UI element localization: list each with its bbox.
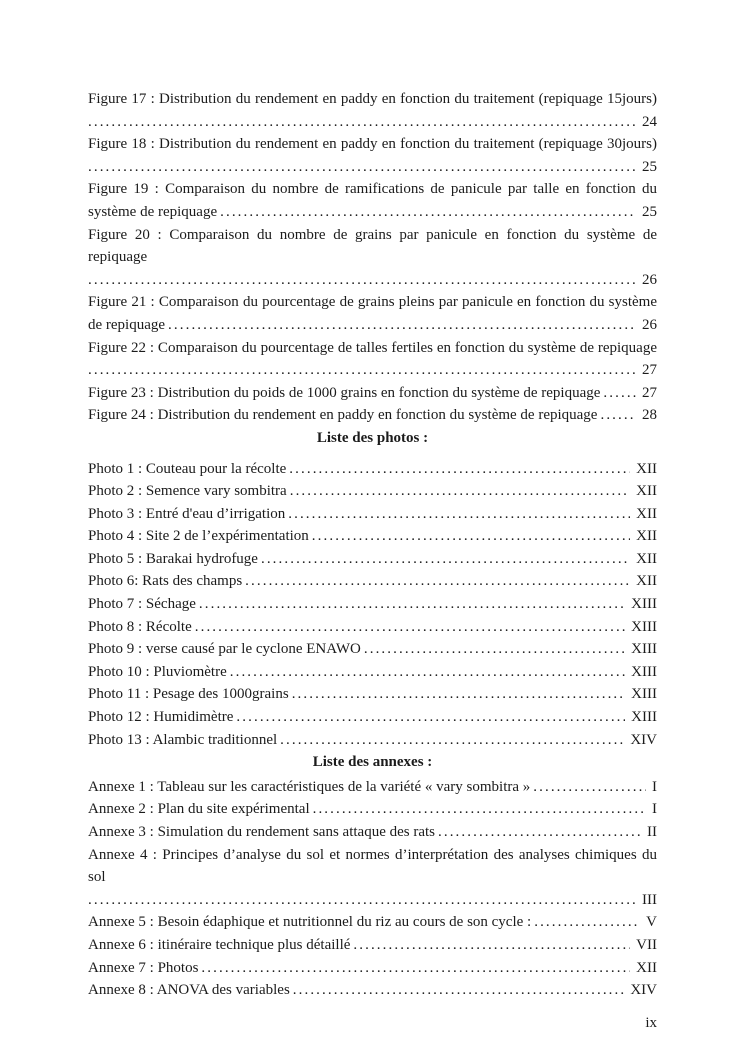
leader-dots	[361, 638, 657, 661]
toc-entry-text: Photo 7 : Séchage	[88, 596, 196, 613]
annexes-list	[88, 751, 657, 1002]
page-number: XIII	[625, 616, 657, 639]
toc-entry-text: Annexe 4 : Principes d’analyse du sol et normes d’interprétation des analyses chimiques du sol	[88, 846, 657, 886]
toc-entry-text: Photo 13 : Alambic traditionnel	[88, 731, 278, 748]
toc-entry-text: Annexe 6 : itinéraire technique plus détaillé	[88, 936, 351, 953]
leader-dots	[286, 458, 657, 481]
annexes-entries	[88, 776, 657, 1002]
leader-dots	[350, 934, 657, 957]
page-number: XIV	[624, 729, 657, 752]
annexes-list-heading: Liste des annexes :	[312, 754, 433, 771]
toc-entry-text: Figure 23 : Distribution du poids de 1000 grains en fonction du système de repiquage	[88, 384, 601, 401]
page-number: XII	[630, 480, 657, 503]
page-number: 26	[642, 271, 657, 288]
leader-dots	[242, 570, 657, 593]
toc-entry	[88, 979, 657, 1002]
toc-entry	[88, 616, 657, 639]
toc-entry-text: Photo 8 : Récolte	[88, 618, 192, 635]
toc-entry	[88, 821, 657, 844]
leader-dots	[88, 269, 636, 292]
toc-entry	[88, 570, 657, 593]
leader-dots	[530, 776, 657, 799]
toc-entry	[88, 706, 657, 729]
toc-entry-text: Annexe 1 : Tableau sur les caractéristiques de la variété « vary sombitra »	[88, 778, 531, 795]
toc-entry-text: Annexe 7 : Photos	[88, 959, 199, 976]
page-number: XIII	[625, 638, 657, 661]
toc-entry-text: Annexe 2 : Plan du site expérimental	[88, 801, 310, 818]
toc-entry-text: Photo 2 : Semence vary sombitra	[88, 483, 287, 500]
page-number: XII	[630, 503, 657, 526]
page-number: 26	[636, 314, 657, 337]
photos-entries	[88, 458, 657, 752]
toc-entry	[88, 480, 657, 503]
toc-entry-text: Photo 4 : Site 2 de l’expérimentation	[88, 528, 309, 545]
toc-entry-text: Figure 20 : Comparaison du nombre de grains par panicule en fonction du système de repiquage	[88, 226, 657, 266]
page-number: XII	[630, 525, 657, 548]
toc-entry	[88, 337, 657, 382]
toc-entry	[88, 548, 657, 571]
page-number: XII	[630, 570, 657, 593]
photos-list-heading: Liste des photos :	[316, 429, 429, 446]
toc-entry-text: Photo 5 : Barakai hydrofuge	[88, 550, 258, 567]
leader-dots	[198, 957, 657, 980]
toc-entry	[88, 661, 657, 684]
page-number: 27	[642, 362, 657, 379]
toc-entry	[88, 593, 657, 616]
leader-dots	[290, 979, 657, 1002]
toc-entry-text: Figure 24 : Distribution du rendement en paddy en fonction du système de repiquage	[88, 407, 598, 424]
toc-entry	[88, 382, 657, 405]
toc-entry	[88, 776, 657, 799]
toc-leader-line	[88, 889, 657, 912]
page-number: XII	[630, 458, 657, 481]
page-number: XIII	[625, 706, 657, 729]
toc-entry-text: Photo 11 : Pesage des 1000grains	[88, 686, 289, 703]
toc-entry	[88, 957, 657, 980]
toc-entry-text: Annexe 8 : ANOVA des variables	[88, 982, 290, 999]
leader-dots	[196, 593, 657, 616]
toc-entry	[88, 934, 657, 957]
toc-entry	[88, 458, 657, 481]
leader-dots	[289, 683, 657, 706]
toc-entry	[88, 133, 657, 178]
toc-leader-line	[88, 111, 657, 134]
page-number-folio: ix	[645, 1014, 657, 1031]
toc-entry	[88, 291, 657, 336]
leader-dots	[165, 314, 657, 337]
page-number: 27	[636, 382, 657, 405]
toc-entry-text: Annexe 5 : Besoin édaphique et nutritionnel du riz au cours de son cycle :	[88, 914, 532, 931]
page-number: XIII	[625, 593, 657, 616]
leader-dots	[217, 201, 657, 224]
leader-dots	[88, 889, 636, 912]
photos-list	[88, 427, 657, 751]
leader-dots	[285, 503, 657, 526]
leader-dots	[88, 111, 636, 134]
toc-entry-text: Figure 17 : Distribution du rendement en paddy en fonction du traitement (repiquage 15jours)	[88, 91, 657, 107]
leader-dots	[310, 798, 657, 821]
figures-list	[88, 88, 657, 427]
toc-entry	[88, 404, 657, 427]
toc-entry-text: Photo 9 : verse causé par le cyclone ENAWO	[88, 641, 361, 658]
page-number: XIII	[625, 683, 657, 706]
page-number: 28	[636, 404, 657, 427]
page-number: 25	[636, 201, 657, 224]
page-number: II	[641, 821, 657, 844]
toc-entry-text: Figure 19 : Comparaison du nombre de ramifications de panicule par talle en fonction du système de repiquage	[88, 181, 657, 220]
leader-dots	[531, 911, 657, 934]
page-number: XIV	[624, 979, 657, 1002]
toc-entry-text: Photo 1 : Couteau pour la récolte	[88, 460, 287, 477]
page-number: VII	[630, 934, 657, 957]
toc-entry-text: Photo 10 : Pluviomètre	[88, 663, 227, 680]
page-number: V	[640, 911, 657, 934]
toc-entry-text: Photo 6: Rats des champs	[88, 573, 243, 590]
toc-entry	[88, 911, 657, 934]
toc-entry	[88, 683, 657, 706]
toc-entry-text: Figure 18 : Distribution du rendement en paddy en fonction du traitement (repiquage 30jours)	[88, 136, 657, 153]
toc-entry	[88, 88, 657, 133]
toc-entry	[88, 638, 657, 661]
page-number: 25	[642, 158, 657, 175]
page-number: 24	[642, 113, 657, 130]
toc-entry	[88, 178, 657, 223]
page-number: XII	[630, 548, 657, 571]
toc-entry-text: Photo 12 : Humidimètre	[88, 709, 234, 726]
toc-leader-line	[88, 359, 657, 382]
toc-entry-text: Figure 21 : Comparaison du pourcentage de grains pleins par panicule en fonction du système de repiquage	[88, 294, 657, 333]
leader-dots	[88, 156, 636, 179]
leader-dots	[287, 480, 657, 503]
page-number: XII	[630, 957, 657, 980]
toc-entry-text: Figure 22 : Comparaison du pourcentage de talles fertiles en fonction du système de repiquage	[88, 339, 657, 356]
leader-dots	[192, 616, 657, 639]
leader-dots	[258, 548, 657, 571]
leader-dots	[309, 525, 657, 548]
toc-entry-text: Annexe 3 : Simulation du rendement sans attaque des rats	[88, 824, 435, 840]
toc-leader-line	[88, 269, 657, 292]
toc-leader-line	[88, 156, 657, 179]
toc-entry	[88, 525, 657, 548]
page-number: I	[646, 776, 657, 799]
toc-entry	[88, 503, 657, 526]
page-number: III	[642, 891, 657, 908]
leader-dots	[233, 706, 657, 729]
leader-dots	[435, 821, 657, 844]
toc-entry	[88, 844, 657, 912]
leader-dots	[277, 729, 657, 752]
figures-entries	[88, 88, 657, 427]
leader-dots	[227, 661, 657, 684]
toc-entry	[88, 729, 657, 752]
leader-dots	[88, 359, 636, 382]
page-number: I	[646, 798, 657, 821]
toc-entry	[88, 798, 657, 821]
toc-entry	[88, 224, 657, 292]
page-number: XIII	[625, 661, 657, 684]
toc-entry-text: Photo 3 : Entré d'eau d’irrigation	[88, 505, 286, 522]
